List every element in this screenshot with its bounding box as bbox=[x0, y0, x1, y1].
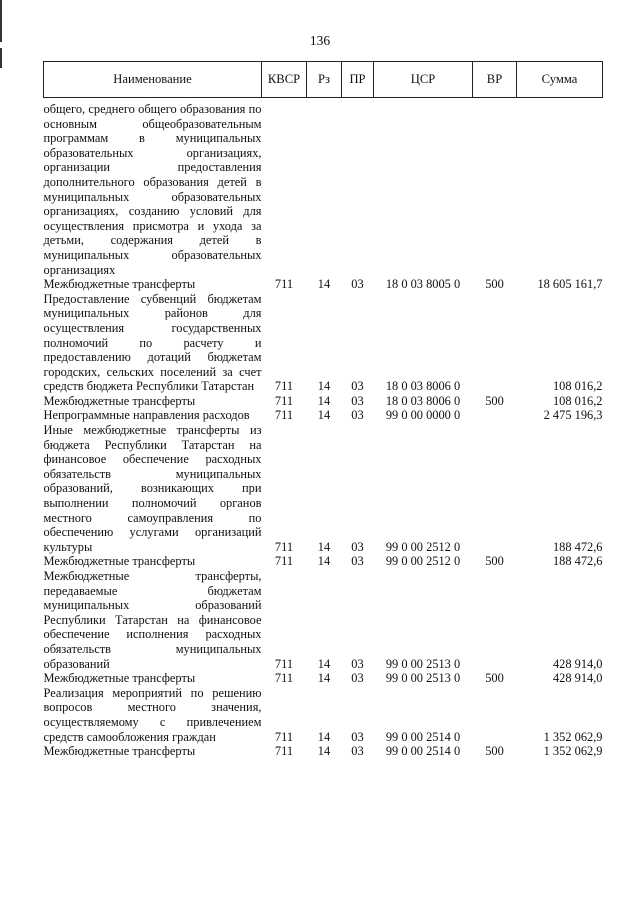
cell-kvsr: 711 bbox=[274, 671, 294, 686]
cell-rz: 14 bbox=[317, 379, 331, 394]
cell-vr bbox=[473, 423, 517, 554]
cell-rz: 14 bbox=[317, 656, 331, 671]
cell-sum bbox=[517, 98, 603, 278]
cell-csr: 99 0 00 2513 0 bbox=[385, 671, 461, 686]
header-sum: Сумма bbox=[517, 62, 603, 98]
cell-vr bbox=[473, 686, 517, 744]
cell-rz: 14 bbox=[317, 539, 331, 554]
cell-csr: 18 0 03 8006 0 bbox=[385, 379, 461, 394]
cell-name: Предоставление субвенций бюджетам муниципальных районов для осуществления государственных полномочий по расчету и предоставлению дотаций бюджетам городских, сельских поселений за счет средств бюджета Республики Татарстан bbox=[43, 291, 262, 394]
cell-pr: 03 bbox=[351, 656, 364, 671]
cell-pr: 03 bbox=[351, 671, 364, 686]
cell-kvsr: 711 bbox=[274, 554, 294, 569]
table-body bbox=[44, 98, 603, 759]
table-row bbox=[44, 744, 603, 759]
cell-rz: 14 bbox=[317, 671, 331, 686]
table-row bbox=[44, 292, 603, 394]
cell-name: Межбюджетные трансферты bbox=[43, 393, 196, 408]
cell-pr: 03 bbox=[351, 554, 364, 569]
cell-name: общего, среднего общего образования по основным общеобразовательным программам в муниципальных образовательных организациях, организации предоставления дополнительного образования детей в муниципальных образовательных организациях, созданию условий для осуществления присмотра и ухода за детьми, содержания детей в муниципальных образовательных организациях bbox=[43, 102, 262, 277]
cell-csr: 99 0 00 0000 0 bbox=[385, 408, 461, 423]
left-margin-mark-bottom bbox=[0, 48, 2, 68]
table-row bbox=[44, 554, 603, 569]
header-rz: Рз bbox=[307, 62, 342, 98]
cell-kvsr: 711 bbox=[274, 744, 294, 759]
cell-vr: 500 bbox=[485, 671, 504, 686]
header-kvsr: КВСР bbox=[262, 62, 307, 98]
cell-name: Межбюджетные трансферты, передаваемые бюджетам муниципальных образований Республики Татарстан на финансовое обеспечение исполнения расходных обязательств муниципальных образований bbox=[43, 569, 262, 671]
page-number: 136 bbox=[309, 33, 331, 48]
budget-table bbox=[43, 61, 603, 759]
header-vr: ВР bbox=[473, 62, 517, 98]
table-row bbox=[44, 671, 603, 686]
cell-name: Межбюджетные трансферты bbox=[43, 671, 196, 686]
table-row bbox=[44, 394, 603, 409]
cell-vr bbox=[473, 408, 517, 423]
cell-kvsr: 711 bbox=[274, 393, 294, 408]
header-csr: ЦСР bbox=[374, 62, 473, 98]
cell-csr: 99 0 00 2512 0 bbox=[385, 554, 461, 569]
table-row bbox=[44, 569, 603, 671]
cell-rz: 14 bbox=[317, 277, 331, 292]
cell-pr: 03 bbox=[351, 379, 364, 394]
cell-sum: 188 472,6 bbox=[552, 554, 603, 569]
cell-name: Непрограммные направления расходов bbox=[43, 408, 250, 423]
cell-sum: 1 352 062,9 bbox=[543, 729, 603, 744]
cell-vr: 500 bbox=[485, 393, 504, 408]
cell-pr: 03 bbox=[351, 729, 364, 744]
cell-vr: 500 bbox=[485, 554, 504, 569]
cell-vr: 500 bbox=[485, 277, 504, 292]
cell-csr: 99 0 00 2513 0 bbox=[385, 656, 461, 671]
cell-kvsr bbox=[262, 98, 307, 278]
cell-csr: 99 0 00 2514 0 bbox=[385, 729, 461, 744]
cell-csr: 99 0 00 2514 0 bbox=[385, 744, 461, 759]
cell-name: Межбюджетные трансферты bbox=[43, 277, 196, 292]
cell-csr: 18 0 03 8006 0 bbox=[385, 393, 461, 408]
cell-sum: 18 605 161,7 bbox=[537, 277, 603, 292]
cell-rz: 14 bbox=[317, 393, 331, 408]
cell-csr: 18 0 03 8005 0 bbox=[385, 277, 461, 292]
cell-csr bbox=[374, 98, 473, 278]
header-pr: ПР bbox=[342, 62, 374, 98]
cell-sum: 188 472,6 bbox=[552, 539, 603, 554]
cell-pr: 03 bbox=[351, 408, 364, 423]
cell-kvsr: 711 bbox=[274, 539, 294, 554]
cell-name: Межбюджетные трансферты bbox=[43, 554, 196, 569]
cell-kvsr: 711 bbox=[274, 729, 294, 744]
cell-sum: 1 352 062,9 bbox=[543, 744, 603, 759]
cell-sum: 2 475 196,3 bbox=[543, 408, 603, 423]
cell-name: Реализация мероприятий по решению вопросов местного значения, осуществляемому с привлечением средств самообложения граждан bbox=[43, 685, 262, 744]
cell-pr: 03 bbox=[351, 744, 364, 759]
table-row bbox=[44, 408, 603, 423]
cell-vr bbox=[473, 569, 517, 671]
table-row bbox=[44, 98, 603, 278]
table-header bbox=[44, 62, 603, 98]
cell-pr: 03 bbox=[351, 393, 364, 408]
cell-kvsr: 711 bbox=[274, 656, 294, 671]
cell-rz: 14 bbox=[317, 744, 331, 759]
cell-sum: 108 016,2 bbox=[552, 379, 603, 394]
cell-csr: 99 0 00 2512 0 bbox=[385, 539, 461, 554]
cell-kvsr: 711 bbox=[274, 379, 294, 394]
cell-sum: 428 914,0 bbox=[552, 656, 603, 671]
cell-rz bbox=[307, 98, 342, 278]
cell-kvsr: 711 bbox=[274, 277, 294, 292]
table-row bbox=[44, 277, 603, 292]
cell-rz: 14 bbox=[317, 554, 331, 569]
cell-vr bbox=[473, 292, 517, 394]
table-row bbox=[44, 423, 603, 554]
cell-vr bbox=[473, 98, 517, 278]
cell-rz: 14 bbox=[317, 729, 331, 744]
cell-rz: 14 bbox=[317, 408, 331, 423]
cell-pr: 03 bbox=[351, 277, 364, 292]
cell-sum: 108 016,2 bbox=[552, 393, 603, 408]
cell-kvsr: 711 bbox=[274, 408, 294, 423]
cell-pr: 03 bbox=[351, 539, 364, 554]
cell-pr bbox=[342, 98, 374, 278]
cell-sum: 428 914,0 bbox=[552, 671, 603, 686]
header-name: Наименование bbox=[44, 62, 262, 98]
cell-name: Межбюджетные трансферты bbox=[43, 744, 196, 759]
cell-vr: 500 bbox=[485, 744, 504, 759]
cell-name: Иные межбюджетные трансферты из бюджета Республики Татарстан на финансовое обеспечение расходных обязательств муниципальных образований, возникающих при выполнении полномочий органов местного самоуправления по обеспечению услугами организаций культуры bbox=[43, 423, 262, 554]
table-row bbox=[44, 686, 603, 744]
